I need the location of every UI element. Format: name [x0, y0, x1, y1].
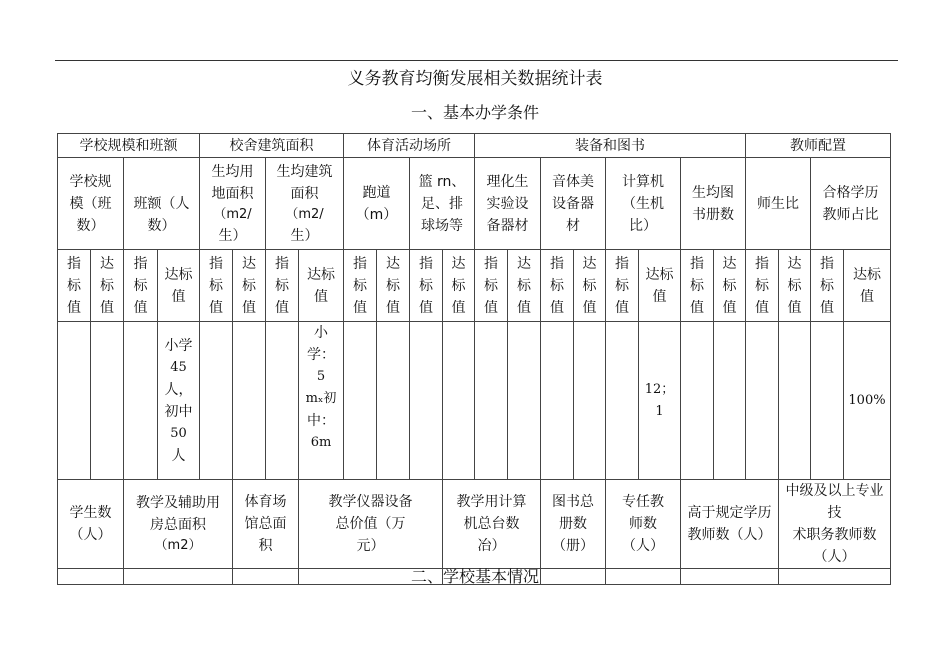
sub-standard-wide: 达标 值: [158, 250, 200, 322]
standard-building-area: 小 学： 5 mₓ初 中： 6m: [299, 322, 344, 480]
sub-indicator: 指 标 值: [58, 250, 91, 322]
data-cell: [410, 322, 443, 480]
data-cell: [91, 322, 124, 480]
data-cell: [606, 322, 639, 480]
data-cell: [344, 322, 377, 480]
col-teaching-area: 教学及辅助用 房总面积 （m2）: [124, 480, 233, 569]
sub-indicator: 指 标 值: [344, 250, 377, 322]
standard-qualified-teachers: 100%: [844, 322, 891, 480]
group-sports: 体育活动场所: [344, 134, 475, 158]
column-header-row: [58, 158, 891, 250]
data-cell: [681, 322, 714, 480]
col-book-count: 图书总 册数 （册）: [541, 480, 606, 569]
top-rule: [55, 60, 898, 61]
data-cell: [746, 322, 779, 480]
sub-standard-wide: 达标 值: [844, 250, 891, 322]
data-cell: [714, 322, 746, 480]
sub-standard-wide: 达标 值: [639, 250, 681, 322]
data-cell: [574, 322, 606, 480]
section-heading-school-info: 二、学校基本情况: [410, 567, 539, 586]
sub-indicator: 指 标 值: [746, 250, 779, 322]
group-teachers: 教师配置: [746, 134, 891, 158]
data-cell: [541, 322, 574, 480]
data-cell: [377, 322, 410, 480]
data-cell: [443, 322, 475, 480]
sub-indicator: 指 标 值: [541, 250, 574, 322]
sub-standard: 达 标 值: [574, 250, 606, 322]
group-scale: 学校规模和班额: [58, 134, 200, 158]
col-courts: 篮 rn、 足、排 球场等: [410, 158, 475, 250]
document-title: 义务教育均衡发展相关数据统计表: [347, 69, 603, 89]
data-cell: [811, 322, 844, 480]
data-cell: [779, 322, 811, 480]
data-cell: [58, 322, 91, 480]
data-cell: [233, 322, 266, 480]
sub-standard: 达 标 值: [714, 250, 746, 322]
col-computers: 计算机 （生机 比）: [606, 158, 681, 250]
col-higher-degree-teachers: 高于规定学历 教师数（人）: [681, 480, 779, 569]
sub-standard: 达 标 值: [91, 250, 124, 322]
col-qualified-teachers: 合格学历 教师占比: [811, 158, 891, 250]
col-land-area: 生均用 地面积 （m2/ 生）: [200, 158, 266, 250]
col-school-size: 学校规 模（班 数）: [58, 158, 124, 250]
group-header-row: [58, 134, 891, 158]
col-gym-area: 体育场 馆总面 积: [233, 480, 299, 569]
data-cell: [124, 322, 158, 480]
data-cell: [200, 322, 233, 480]
col-equipment-value: 教学仪器设备 总价值（万 元）: [299, 480, 443, 569]
sub-indicator: 指 标 值: [475, 250, 508, 322]
col-fulltime-teachers: 专任教 师数 （人）: [606, 480, 681, 569]
col-track: 跑道 （m）: [344, 158, 410, 250]
col-lab-equipment: 理化生 实验设 备器材: [475, 158, 541, 250]
sub-indicator: 指 标 值: [410, 250, 443, 322]
sub-standard: 达 标 值: [443, 250, 475, 322]
statistics-table: [57, 133, 891, 585]
data-cell: [508, 322, 541, 480]
sub-indicator: 指 标 值: [266, 250, 299, 322]
sub-standard: 达 标 值: [233, 250, 266, 322]
col-teacher-ratio: 师生比: [746, 158, 811, 250]
col-computer-count: 教学用计算 机总台数 冶）: [443, 480, 541, 569]
sub-standard: 达 标 值: [508, 250, 541, 322]
group-equipment: 装备和图书: [475, 134, 746, 158]
sub-indicator: 指 标 值: [811, 250, 844, 322]
data-cell: [475, 322, 508, 480]
col-students: 学生数 （人）: [58, 480, 124, 569]
col-building-area: 生均建筑 面积 （m2/ 生）: [266, 158, 344, 250]
summary-header-row: [58, 480, 891, 569]
sub-indicator: 指 标 值: [124, 250, 158, 322]
standard-computers: 12； 1: [639, 322, 681, 480]
col-books: 生均图 书册数: [681, 158, 746, 250]
col-senior-title-teachers: 中级及以上专业技 术职务教师数 （人）: [779, 480, 891, 569]
col-art-equipment: 音体美 设备器 材: [541, 158, 606, 250]
standard-class-size: 小学 45 人， 初中 50 人: [158, 322, 200, 480]
col-class-size: 班额（人 数）: [124, 158, 200, 250]
standards-row: [58, 322, 891, 480]
sub-indicator: 指 标 值: [681, 250, 714, 322]
sub-indicator: 指 标 值: [200, 250, 233, 322]
sub-standard: 达 标 值: [377, 250, 410, 322]
section-heading-basic-conditions: 一、基本办学条件: [410, 103, 539, 122]
sub-indicator: 指 标 值: [606, 250, 639, 322]
sub-header-row: [58, 250, 891, 322]
sub-standard-wide: 达标 值: [299, 250, 344, 322]
sub-standard: 达 标 值: [779, 250, 811, 322]
group-building: 校舍建筑面积: [200, 134, 344, 158]
data-cell: [266, 322, 299, 480]
